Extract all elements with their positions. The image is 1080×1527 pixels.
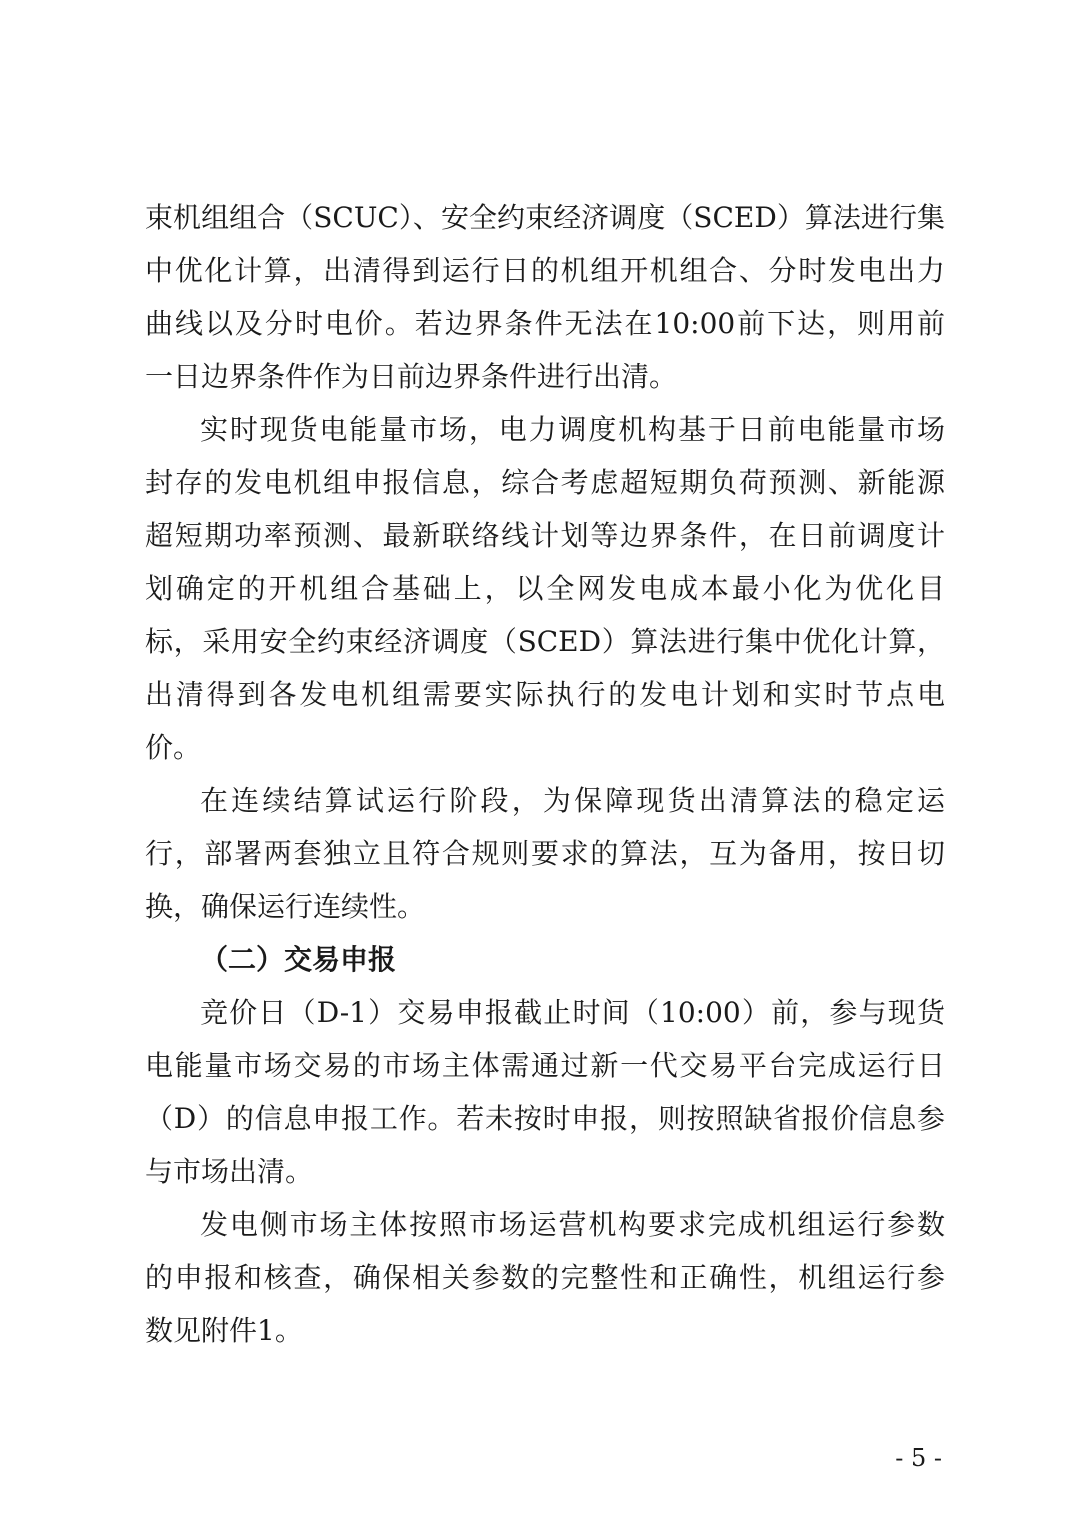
paragraph-4-line-3: （D）的信息申报工作。若未按时申报，则按照缺省报价信息参 [145,1102,945,1135]
paragraph-1-line-3: 曲线以及分时电价。若边界条件无法在10:00前下达，则用前 [145,307,945,340]
paragraph-3-line-2: 行，部署两套独立且符合规则要求的算法，互为备用，按日切 [145,837,945,870]
page-number: - 5 - [895,1444,942,1472]
paragraph-1-line-1: 束机组组合（SCUC）、安全约束经济调度（SCED）算法进行集 [145,201,945,234]
paragraph-2-line-6: 出清得到各发电机组需要实际执行的发电计划和实时节点电 [145,678,945,711]
paragraph-5-line-1: 发电侧市场主体按照市场运营机构要求完成机组运行参数 [200,1208,945,1241]
paragraph-5-line-3: 数见附件1。 [145,1314,303,1347]
paragraph-4-line-1: 竞价日（D-1）交易申报截止时间（10:00）前，参与现货 [200,996,945,1029]
paragraph-2-line-7: 价。 [145,731,202,764]
paragraph-3-line-3: 换，确保运行连续性。 [145,890,426,923]
paragraph-2-line-3: 超短期功率预测、最新联络线计划等边界条件，在日前调度计 [145,519,945,552]
paragraph-2-line-2: 封存的发电机组申报信息，综合考虑超短期负荷预测、新能源 [145,466,945,499]
paragraph-4-line-2: 电能量市场交易的市场主体需通过新一代交易平台完成运行日 [145,1049,945,1082]
section-heading: （二）交易申报 [200,943,397,976]
paragraph-5-line-2: 的申报和核查，确保相关参数的完整性和正确性，机组运行参 [145,1261,945,1294]
paragraph-2-line-1: 实时现货电能量市场，电力调度机构基于日前电能量市场 [200,413,945,446]
paragraph-4-line-4: 与市场出清。 [145,1155,314,1188]
paragraph-1-line-2: 中优化计算，出清得到运行日的机组开机组合、分时发电出力 [145,254,945,287]
paragraph-3-line-1: 在连续结算试运行阶段，为保障现货出清算法的稳定运 [200,784,945,817]
paragraph-1-line-4: 一日边界条件作为日前边界条件进行出清。 [145,360,678,393]
paragraph-2-line-5: 标，采用安全约束经济调度（SCED）算法进行集中优化计算， [145,625,945,658]
paragraph-2-line-4: 划确定的开机组合基础上，以全网发电成本最小化为优化目 [145,572,945,605]
